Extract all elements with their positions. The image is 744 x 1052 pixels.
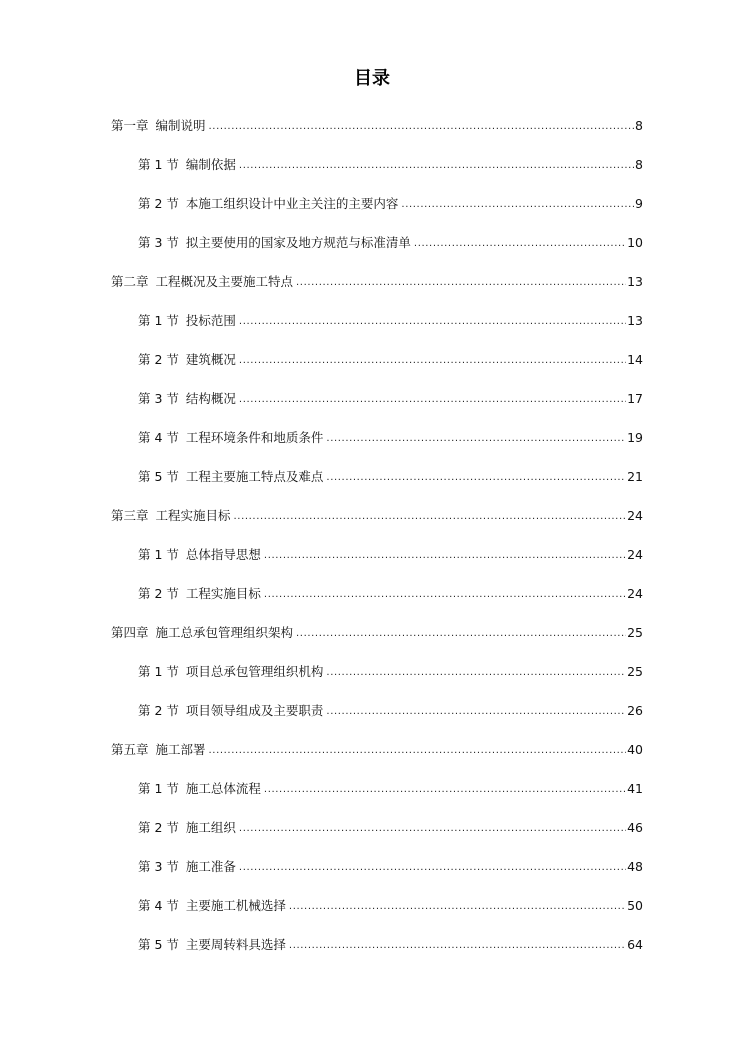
toc-dot-leader (326, 470, 626, 486)
toc-section-entry[interactable] (0, 691, 643, 730)
toc-entry-number: 第 3 节 (138, 858, 179, 874)
toc-entry-title: 施工部署 (155, 741, 206, 757)
toc-page-number: 50 (627, 897, 643, 913)
toc-entry-number: 第 4 节 (138, 429, 179, 445)
toc-entry-number: 第 5 节 (138, 936, 179, 952)
toc-entry-title: 主要周转料具选择 (185, 936, 286, 952)
toc-dot-leader (326, 431, 626, 447)
toc-entry-number: 第 4 节 (138, 897, 179, 913)
toc-dot-leader (264, 587, 626, 603)
toc-page-number: 13 (627, 312, 643, 328)
toc-entry-number: 第五章 (111, 741, 149, 757)
toc-entry-title: 项目领导组成及主要职责 (185, 702, 324, 718)
toc-page-number: 48 (627, 858, 643, 874)
toc-entry-title: 工程概况及主要施工特点 (155, 273, 294, 289)
toc-entry-title: 编制依据 (185, 156, 236, 172)
toc-entry-number: 第 1 节 (138, 780, 179, 796)
toc-page-number: 21 (627, 468, 643, 484)
toc-dot-leader (296, 275, 626, 291)
toc-entry-title: 工程主要施工特点及难点 (185, 468, 324, 484)
toc-section-entry[interactable] (0, 223, 643, 262)
toc-page-number: 13 (627, 273, 643, 289)
toc-page-number: 24 (627, 546, 643, 562)
toc-entry-number: 第 2 节 (138, 195, 179, 211)
toc-section-entry[interactable] (0, 184, 643, 223)
toc-entry-number: 第 1 节 (138, 156, 179, 172)
toc-entry-number: 第 2 节 (138, 585, 179, 601)
toc-section-entry[interactable] (0, 535, 643, 574)
toc-entry-title: 施工总体流程 (185, 780, 261, 796)
toc-dot-leader (326, 665, 626, 681)
toc-page-number: 8 (635, 156, 643, 172)
toc-list (0, 106, 744, 964)
toc-page-number: 41 (627, 780, 643, 796)
toc-entry-number: 第 5 节 (138, 468, 179, 484)
toc-page-number: 26 (627, 702, 643, 718)
toc-entry-number: 第 2 节 (138, 702, 179, 718)
toc-page-number: 17 (627, 390, 643, 406)
toc-entry-title: 总体指导思想 (185, 546, 261, 562)
toc-entry-number: 第 1 节 (138, 312, 179, 328)
toc-dot-leader (239, 353, 626, 369)
toc-dot-leader (239, 860, 626, 876)
toc-title: 目录 (354, 68, 390, 89)
toc-page-number: 24 (627, 507, 643, 523)
toc-section-entry[interactable] (0, 379, 643, 418)
toc-dot-leader (326, 704, 626, 720)
toc-section-entry[interactable] (0, 301, 643, 340)
toc-entry-number: 第 3 节 (138, 234, 179, 250)
toc-entry-number: 第 2 节 (138, 819, 179, 835)
toc-entry-number: 第 3 节 (138, 390, 179, 406)
toc-dot-leader (239, 392, 626, 408)
toc-page-number: 10 (627, 234, 643, 250)
toc-section-entry[interactable] (0, 886, 643, 925)
toc-entry-title: 施工准备 (185, 858, 236, 874)
toc-entry-title: 本施工组织设计中业主关注的主要内容 (185, 195, 399, 211)
toc-dot-leader (239, 821, 626, 837)
toc-page-number: 40 (627, 741, 643, 757)
toc-chapter-entry[interactable] (0, 262, 643, 301)
toc-page-number: 25 (627, 663, 643, 679)
toc-page-number: 25 (627, 624, 643, 640)
toc-section-entry[interactable] (0, 574, 643, 613)
toc-chapter-entry[interactable] (0, 613, 643, 652)
toc-dot-leader (209, 743, 627, 759)
toc-section-entry[interactable] (0, 847, 643, 886)
toc-page-number: 14 (627, 351, 643, 367)
toc-entry-number: 第二章 (111, 273, 149, 289)
toc-dot-leader (414, 236, 626, 252)
toc-dot-leader (264, 782, 626, 798)
toc-chapter-entry[interactable] (0, 730, 643, 769)
toc-section-entry[interactable] (0, 808, 643, 847)
toc-dot-leader (239, 158, 634, 174)
toc-entry-title: 工程环境条件和地质条件 (185, 429, 324, 445)
toc-section-entry[interactable] (0, 457, 643, 496)
toc-dot-leader (289, 899, 626, 915)
toc-page-number: 19 (627, 429, 643, 445)
toc-page-number: 8 (635, 117, 643, 133)
toc-chapter-entry[interactable] (0, 106, 643, 145)
toc-entry-title: 施工组织 (185, 819, 236, 835)
toc-entry-title: 工程实施目标 (185, 585, 261, 601)
toc-page-number: 46 (627, 819, 643, 835)
toc-entry-title: 施工总承包管理组织架构 (155, 624, 294, 640)
toc-entry-number: 第三章 (111, 507, 149, 523)
toc-entry-number: 第 1 节 (138, 546, 179, 562)
toc-entry-title: 结构概况 (185, 390, 236, 406)
toc-entry-number: 第一章 (111, 117, 149, 133)
toc-entry-title: 建筑概况 (185, 351, 236, 367)
toc-entry-title: 拟主要使用的国家及地方规范与标准清单 (185, 234, 411, 250)
toc-entry-number: 第四章 (111, 624, 149, 640)
toc-entry-title: 工程实施目标 (155, 507, 231, 523)
toc-page-number: 24 (627, 585, 643, 601)
toc-section-entry[interactable] (0, 769, 643, 808)
toc-dot-leader (239, 314, 626, 330)
toc-dot-leader (289, 938, 626, 954)
toc-page-number: 64 (627, 936, 643, 952)
toc-dot-leader (264, 548, 626, 564)
toc-dot-leader (234, 509, 627, 525)
toc-entry-number: 第 2 节 (138, 351, 179, 367)
toc-entry-title: 编制说明 (155, 117, 206, 133)
toc-entry-number: 第 1 节 (138, 663, 179, 679)
toc-section-entry[interactable] (0, 925, 643, 964)
toc-chapter-entry[interactable] (0, 496, 643, 535)
toc-dot-leader (209, 119, 635, 135)
toc-section-entry[interactable] (0, 652, 643, 691)
toc-section-entry[interactable] (0, 418, 643, 457)
toc-page-number: 9 (635, 195, 643, 211)
toc-entry-title: 投标范围 (185, 312, 236, 328)
toc-section-entry[interactable] (0, 340, 643, 379)
toc-entry-title: 项目总承包管理组织机构 (185, 663, 324, 679)
toc-entry-title: 主要施工机械选择 (185, 897, 286, 913)
toc-section-entry[interactable] (0, 145, 643, 184)
toc-dot-leader (296, 626, 626, 642)
toc-dot-leader (401, 197, 634, 213)
